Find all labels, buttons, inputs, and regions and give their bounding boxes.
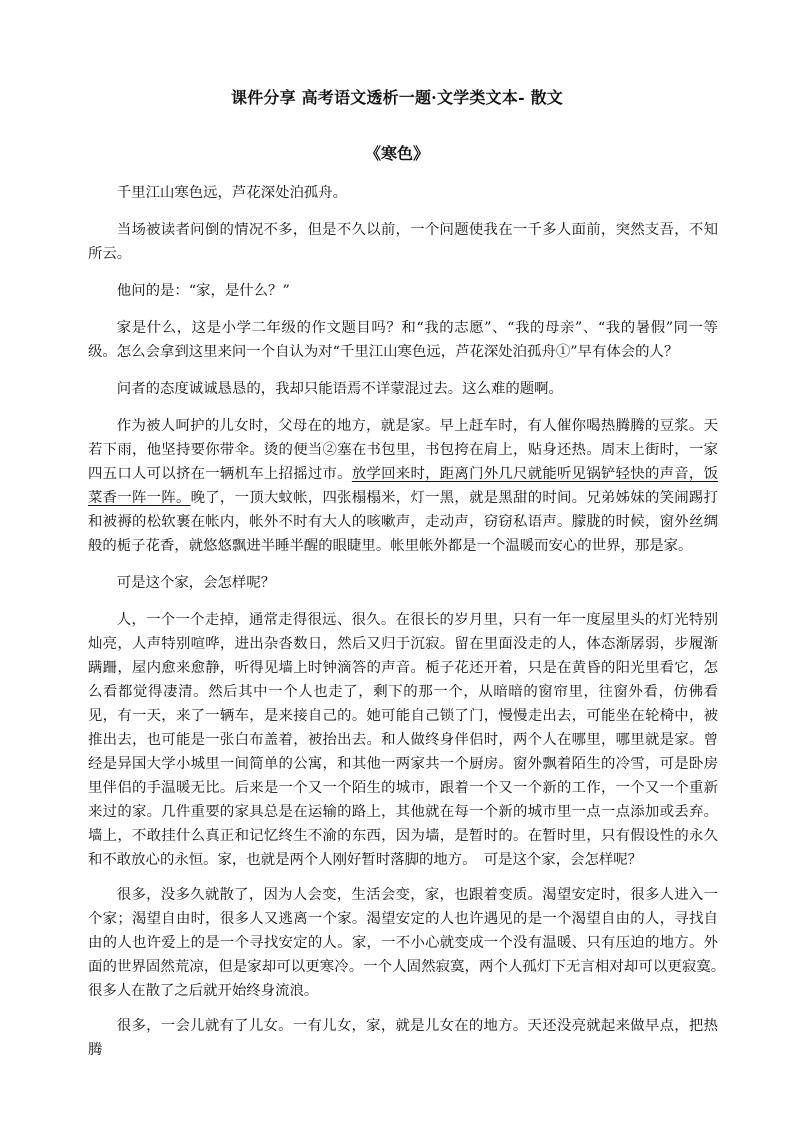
paragraph-10: 很多，一会儿就有了儿女。一有儿女，家，就是儿女在的地方。天还没亮就起来做早点，把热腾 <box>88 1018 718 1058</box>
paragraph-6-text-a: 作为被人呵护的儿女时，父母在的地方，就是家。早上赶车时，有人催你喝热腾腾的豆浆。天若下雨，他坚持要你带伞。烫的便当②塞在书包里，书包挎在肩上，贴身还热。周末上街时，一家四五口人可以挤在一辆机车上招摇过市。 <box>88 418 718 482</box>
paragraph-7: 可是这个家，会怎样呢？ <box>116 575 276 591</box>
paragraph-2: 当场被读者问倒的情况不多，但是不久以前，一个问题使我在一千多人面前，突然支吾，不知所云。 <box>88 222 718 262</box>
paragraph-4: 家是什么，这是小学二年级的作文题目吗？和“我的志愿”、“我的母亲”、“我的暑假”同一等级。怎么会拿到这里来问一个自认为对“千里江山寒色远，芦花深处泊孤舟①”早有体会的人？ <box>88 320 718 360</box>
header-title: 课件分享 高考语文透析一题·文学类文本- 散文 <box>231 88 563 107</box>
paragraph-3: 他问的是：“家，是什么？” <box>116 283 290 299</box>
article-body <box>88 181 733 1075</box>
paragraph-9: 很多，没多久就散了，因为人会变，生活会变，家，也跟着变质。渴望安定时，很多人进入一个家；渴望自由时，很多人又逃离一个家。渴望安定的人也许遇见的是一个渴望自由的人，寻找自由的人也许爱上的是一个寻找安定的人。家，一不小心就变成一个没有温暖、只有压迫的地方。外面的世界固然荒凉，但是家却可以更寒冷。一个人固然寂寞，两个人孤灯下无言相对却可以更寂寞。 很多人在散了之后就开始终身流浪。 <box>88 887 733 999</box>
paragraph-1: 千里江山寒色远，芦花深处泊孤舟。 <box>116 185 348 201</box>
paragraph-6 <box>88 414 718 558</box>
underlined-sentence: 放学回来时，距离门外几尺就能听见锅铲轻快的声音，饭菜香一阵一阵。 <box>88 466 718 506</box>
work-title: 《寒色》 <box>364 144 429 163</box>
paragraph-5: 问者的态度诚诚恳恳的，我却只能语焉不详蒙混过去。这么难的题啊。 <box>116 381 563 397</box>
paragraph-8: 人，一个一个走掉，通常走得很远、很久。在很长的岁月里，只有一年一度屋里头的灯光特别灿亮，人声特别喧哗，进出杂沓数日，然后又归于沉寂。留在里面没走的人，体态渐孱弱，步履渐蹒跚，屋内愈来愈静，听得见墙上时钟滴答的声音。栀子花还开着，只是在黄昏的阳光里看它，怎么看都觉得凄清。然后其中一个人也走了，剩下的那一个，从暗暗的窗帘里，往窗外看，仿佛看见，有一天，来了一辆车，是来接自己的。她可能自己锁了门，慢慢走出去，可能坐在轮椅中，被推出去，也可能是一张白布盖着，被抬出去。和人做终身伴侣时，两个人在哪里，哪里就是家。曾经是异国大学小城里一间简单的公寓，和其他一两家共一个厨房。窗外飘着陌生的冷雪，可是卧房里伴侣的手温暖无比。后来是一个又一个陌生的城市，跟着一个又一个新的工作，一个又一个重新来过的家。几件重要的家具总是在运输的路上，其他就在每一个新的城市里一点一点添加或丢弃。墙上，不敢挂什么真正和记忆终生不渝的东西，因为墙，是暂时的。在暂时里，只有假设性的永久和不敢放心的永恒。家，也就是两个人刚好暂时落脚的地方。 可是这个家，会怎样呢？ <box>88 612 718 868</box>
paragraph-6-text-b: 晚了，一顶大蚊帐，四张榻榻米，灯一黑，就是黑甜的时间。兄弟姊妹的笑闹踢打和被褥的松软裹在帐内，帐外不时有大人的咳嗽声，走动声，窃窃私语声。朦胧的时候，窗外丝绸般的栀子花香，就悠悠飘进半睡半醒的眼睫里。帐里帐外都是一个温暖而安心的世界，那是家。 <box>88 490 718 554</box>
